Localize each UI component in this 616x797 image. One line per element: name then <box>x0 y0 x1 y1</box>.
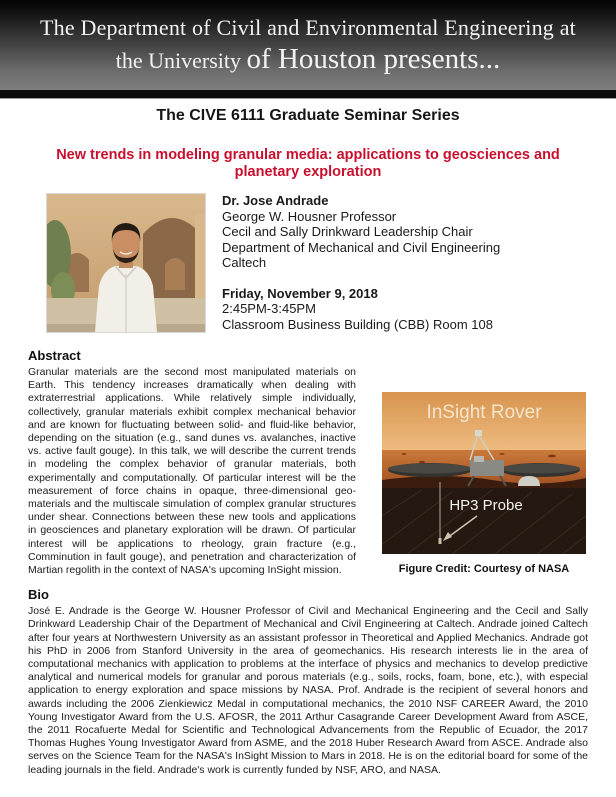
speaker-name: Dr. Jose Andrade <box>222 193 329 208</box>
banner-line-2-small: the University <box>115 47 247 73</box>
speaker-position-1: George W. Housner Professor <box>222 208 397 224</box>
talk-title: New trends in modeling granular media: applications to geosciences and planetary exploration <box>56 147 560 180</box>
insight-figure <box>382 392 586 577</box>
bio-body: José E. Andrade is the George W. Housner Professor of Civil and Mechanical Engineering and the Cecil and Sally Drinkward Leadership Chair of the Department of Mechanical and Civil Engineering at Caltech. Andrade joined Caltech after four years at Northwestern University as an assistant professor in Theoretical and Applied Mechanics. Andrade got his PhD in 2006 from Stanford University in the area of geomechanics. His research interests lie in the area of computational mechanics with application to problems at the interface of physics and mechanics to develop predictive analytical and numerical models for granular and porous materials (e.g., soils, rocks, foam, bone, etc.), with especial application to energy exploration and space missions by NASA. Prof. Andrade is the recipient of several honors and awards including the 2006 Zienkiewicz Medal in computational mechanics, the 2010 NSF CAREER Award, the 2010 Young Investigator Award from the U.S. AFOSR, the 2011 Arthur Casagrande Career Development Award from ASCE, the 2011 Rocafuerte Medal for Scientific and Technological Advancements from the Republic of Ecuador, the 2017 Thomas Hughes Young Investigator Award from ASME, and the 2018 Huber Research Award from ASCE. Andrade also serves on the Science Team for the NASA's InSight Mission to Mars in 2018. He is on the editorial board for some of the leading journals in the field. Andrade's work is currently funded by NSF, ARO, and NASA. <box>28 605 588 776</box>
abstract-column <box>28 348 356 577</box>
bio-heading: Bio <box>28 587 49 603</box>
series-title: The CIVE 6111 Graduate Seminar Series <box>156 107 460 124</box>
banner-line-1: The Department of Civil and Environmental Engineering at <box>40 14 576 40</box>
insight-rover-illustration <box>382 392 586 554</box>
seminar-time: 2:45PM-3:45PM <box>222 301 316 316</box>
speaker-affiliation: Caltech <box>222 255 267 270</box>
content-area <box>0 348 616 777</box>
seminar-location: Classroom Business Building (CBB) Room 108 <box>222 316 493 332</box>
speaker-position-2: Cecil and Sally Drinkward Leadership Chair <box>222 224 473 239</box>
speaker-info <box>222 193 500 333</box>
speaker-photo <box>46 193 206 333</box>
seminar-date: Friday, November 9, 2018 <box>222 285 378 301</box>
abstract-heading: Abstract <box>28 348 81 363</box>
bio-section <box>28 587 588 777</box>
spacer <box>222 271 500 286</box>
insight-rover-label: InSight Rover <box>426 402 542 423</box>
banner-line-2 <box>116 43 501 76</box>
abstract-section <box>28 348 588 577</box>
speaker-section <box>46 193 616 333</box>
abstract-body: Granular materials are the second most manipulated materials on Earth. This tendency increases dramatically when dealing with extraterrestrial applications. While relatively simple individually, collectively, granular materials exhibit complex mechanical behavior and are known for fluctuating between solid- and fluid-like behavior, depending on the situation (e.g., sand dunes vs. avalanches, inactive vs. active fault gouge). In this talk, we will describe the current trends in modeling the complex behavior of granular materials, both experimentally and computationally. Of particular interest will be the measurement of force chains in opaque, three-dimensional geo-materials and the multiscale simulation of complex granular structures under shear. Connections between these new tools and applications in geosciences and planetary exploration will be drawn. Of particular interest will be applications to rheology, grain fracture (e.g., Comminution in fault gouge), and penetration and characterization of Martian regolith in the context of NASA's upcoming InSight mission. <box>28 366 356 577</box>
banner-line-2-large: of Houston presents... <box>246 42 501 75</box>
figure-caption: Figure Credit: Courtesy of NASA <box>398 563 570 575</box>
hp3-probe-label: HP3 Probe <box>449 497 523 514</box>
header-banner <box>0 0 616 98</box>
speaker-position-3: Department of Mechanical and Civil Engineering <box>222 239 501 255</box>
speaker-photo-illustration <box>47 194 205 332</box>
